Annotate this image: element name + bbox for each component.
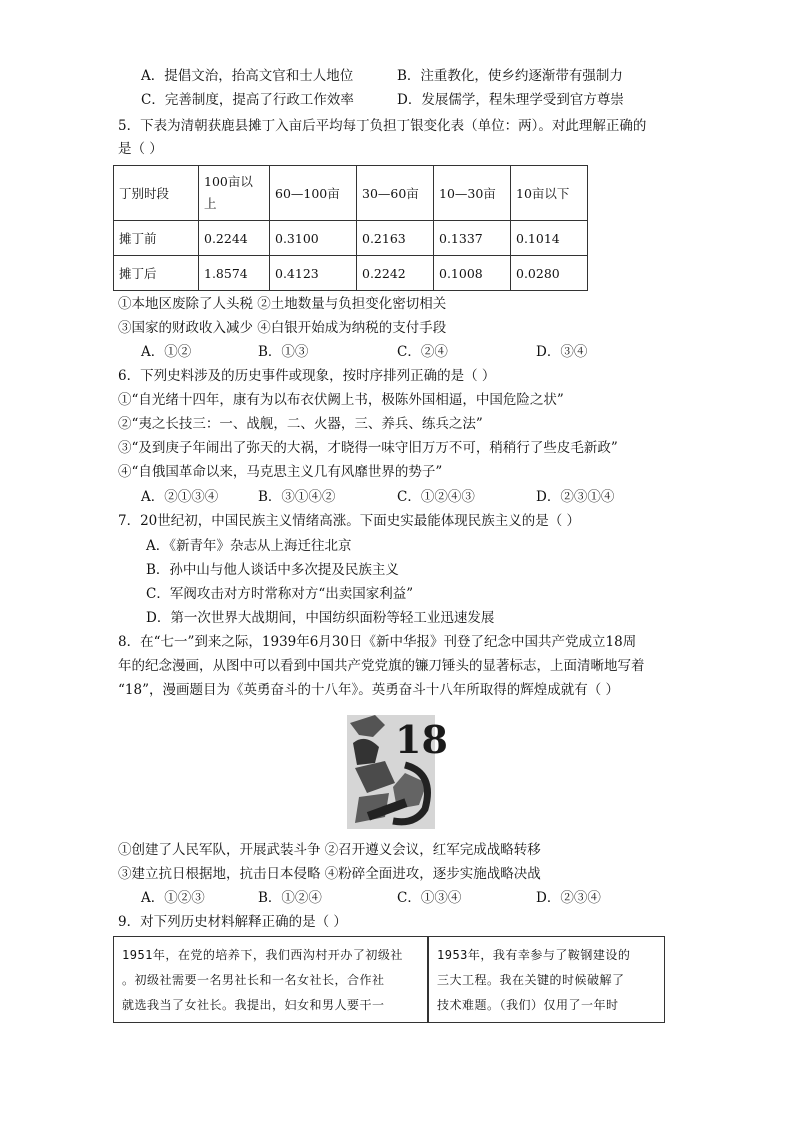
q5-option-c: C．②④: [397, 344, 448, 360]
q6-item-3: ③“及到庚子年闹出了弥天的大祸，才晓得一味守旧万万不可，稍稍行了些皮毛新政”: [118, 440, 618, 456]
q4-option-c: C．完善制度，提高了行政工作效率: [141, 92, 354, 108]
material-line: 1951年，在党的培养下，我们西沟村开办了初级社: [122, 948, 403, 962]
q9-material-right: [428, 937, 665, 1023]
q8-option-d: D．②③④: [536, 890, 601, 906]
material-line: 。初级社需要一名男社长和一名女社长，合作社: [122, 973, 385, 987]
table-header-cell: 10—30亩: [434, 166, 511, 221]
table-row: [114, 221, 588, 256]
table-cell: 摊丁前: [114, 221, 199, 256]
table-cell: 0.2163: [357, 221, 434, 256]
q5-option-a: A．①②: [141, 344, 192, 360]
table-cell: 0.3100: [270, 221, 357, 256]
q4-option-d: D．发展儒学，程朱理学受到官方尊崇: [397, 92, 624, 108]
table-header-cell: 30—60亩: [357, 166, 434, 221]
q6-item-4: ④“自俄国革命以来，马克思主义几有风靡世界的势子”: [118, 464, 443, 480]
q6-item-2: ②“夷之长技三：一、战舰，二、火器，三、养兵、练兵之法”: [118, 416, 483, 432]
material-line: 就选我当了女社长。我提出，妇女和男人要干一: [122, 998, 385, 1012]
table-cell: 0.2242: [357, 256, 434, 291]
q7-option-d: D．第一次世界大战期间，中国纺织面粉等轻工业迅速发展: [146, 610, 495, 626]
q5-stem-line2: 是（ ）: [118, 141, 163, 157]
q8-stem-line1: 8．在“七一”到来之际，1939年6月30日《新中华报》刊登了纪念中国共产党成立18周: [118, 634, 637, 650]
q8-option-b: B．①②④: [258, 890, 322, 906]
q7-option-c: C．军阀攻击对方时常称对方“出卖国家利益”: [146, 586, 414, 602]
q8-statements-line1: ①创建了人民军队，开展武装斗争 ②召开遵义会议，红军完成战略转移: [118, 842, 541, 858]
material-line: 三大工程。我在关键的时候破解了: [437, 973, 625, 987]
q9-stem: 9．对下列历史材料解释正确的是（ ）: [118, 914, 347, 930]
q4-option-a: A．提倡文治，抬高文官和士人地位: [141, 68, 354, 84]
q4-option-b: B．注重教化，使乡约逐渐带有强制力: [397, 68, 623, 84]
q6-option-b: B．③①④②: [258, 489, 336, 505]
q6-stem: 6．下列史料涉及的历史事件或现象，按时序排列正确的是（ ）: [118, 368, 496, 384]
q8-option-a: A．①②③: [141, 890, 205, 906]
q5-option-d: D．③④: [536, 344, 588, 360]
table-header-cell: 60—100亩: [270, 166, 357, 221]
table-cell: 0.2244: [199, 221, 270, 256]
q5-data-table: [113, 165, 588, 291]
material-line: 1953年，我有幸参与了鞍钢建设的: [437, 948, 631, 962]
q7-option-b: B．孙中山与他人谈话中多次提及民族主义: [146, 562, 399, 578]
table-header-row: [114, 166, 588, 221]
table-cell: 0.0280: [511, 256, 588, 291]
q5-statements-line2: ③国家的财政收入减少 ④白银开始成为纳税的支付手段: [118, 320, 447, 336]
table-header-cell: 丁别时段: [114, 166, 199, 221]
table-cell: 0.1337: [434, 221, 511, 256]
table-cell: 0.4123: [270, 256, 357, 291]
q7-stem: 7．20世纪初，中国民族主义情绪高涨。下面史实最能体现民族主义的是（ ）: [118, 513, 581, 529]
q6-option-a: A．②①③④: [141, 489, 219, 505]
q5-option-b: B．①③: [258, 344, 309, 360]
table-cell: 0.1008: [434, 256, 511, 291]
q8-stem-line2: 年的纪念漫画，从图中可以看到中国共产党党旗的镰刀锤头的显著标志，上面清晰地写着: [118, 658, 645, 674]
table-cell: 0.1014: [511, 221, 588, 256]
q6-item-1: ①“自光绪十四年，康有为以布衣伏阙上书，极陈外国相逼，中国危险之状”: [118, 392, 564, 408]
material-line: 技术难题。（我们）仅用了一年时: [437, 998, 619, 1012]
q6-option-c: C．①②④③: [397, 489, 475, 505]
table-row: [114, 256, 588, 291]
table-header-cell: 10亩以下: [511, 166, 588, 221]
q5-stem-line1: 5．下表为清朝获鹿县摊丁入亩后平均每丁负担丁银变化表（单位：两）。对此理解正确的: [118, 118, 647, 134]
cartoon-number: 18: [395, 717, 448, 762]
q5-statements-line1: ①本地区废除了人头税 ②土地数量与负担变化密切相关: [118, 296, 447, 312]
cartoon-illustration: [345, 713, 448, 831]
table-header-cell: 100亩以上: [199, 166, 270, 221]
q7-option-a: A．《新青年》杂志从上海迁往北京: [146, 538, 352, 554]
q8-statements-line2: ③建立抗日根据地，抗击日本侵略 ④粉碎全面进攻，逐步实施战略决战: [118, 866, 541, 882]
q8-stem-line3: “18”，漫画题目为《英勇奋斗的十八年》。英勇奋斗十八年所取得的辉煌成就有（ ）: [118, 682, 620, 698]
q9-material-table: [113, 936, 665, 1023]
table-cell: 摊丁后: [114, 256, 199, 291]
q6-option-d: D．②③①④: [536, 489, 615, 505]
q9-material-left: [114, 937, 429, 1023]
q8-option-c: C．①③④: [397, 890, 462, 906]
table-cell: 1.8574: [199, 256, 270, 291]
